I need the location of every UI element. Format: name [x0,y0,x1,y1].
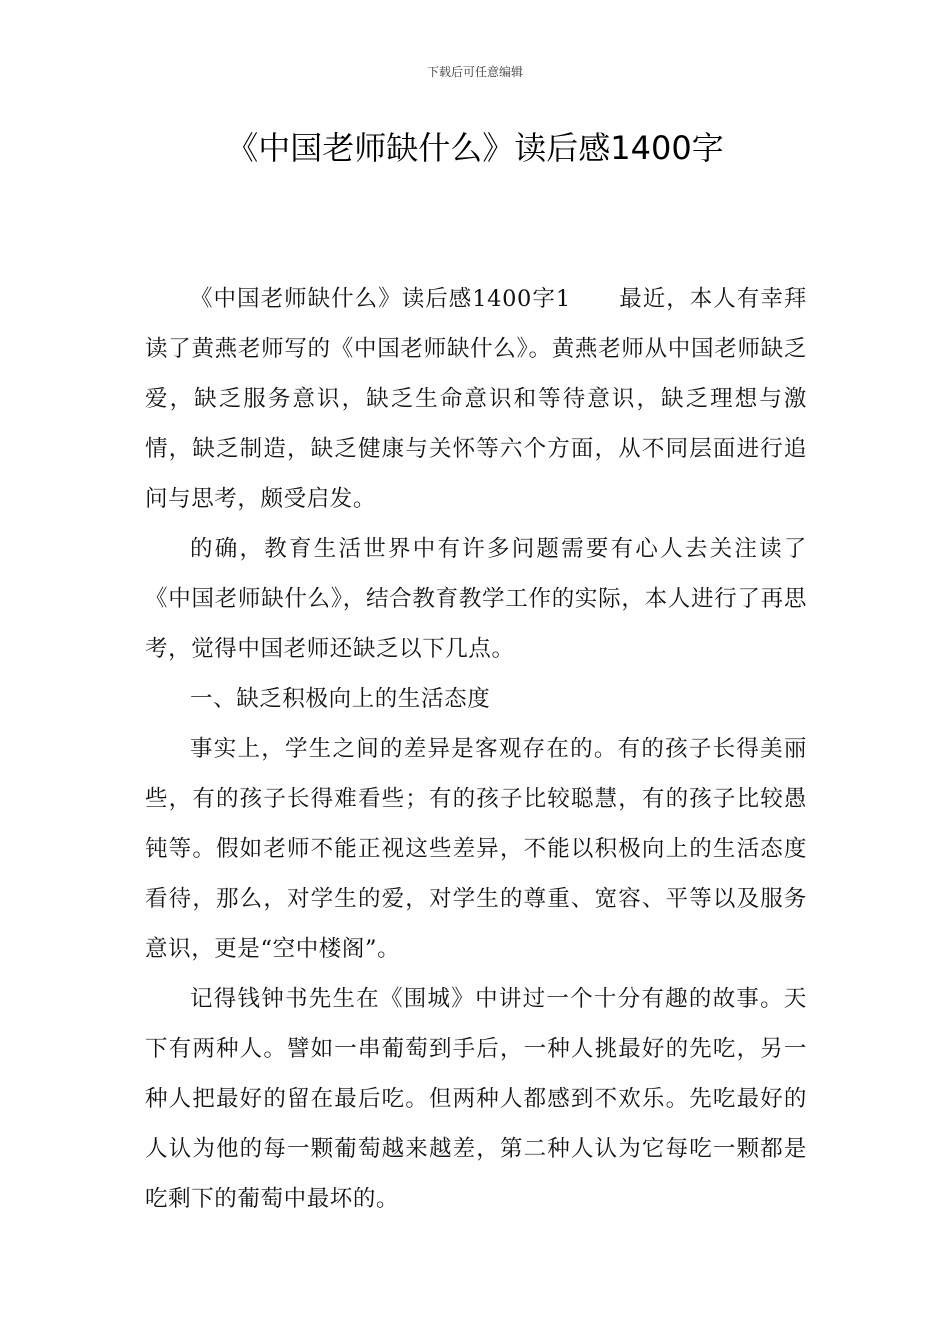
paragraph: 记得钱钟书先生在《围城》中讲过一个十分有趣的故事。天下有两种人。譬如一串葡萄到手后，一种人挑最好的先吃，另一种人把最好的留在最后吃。但两种人都感到不欢乐。先吃最好的人认为他的每一颗葡萄越来越差，第二种人认为它每吃一颗都是吃剩下的葡萄中最坏的。 [145,986,807,1212]
paragraph-intro [145,274,807,524]
paragraph: 的确，教育生活世界中有许多问题需要有心人去关注读了《中国老师缺什么》，结合教育教学工作的实际，本人进行了再思考，觉得中国老师还缺乏以下几点。 [145,536,807,662]
paragraph: 事实上，学生之间的差异是客观存在的。有的孩子长得美丽些，有的孩子长得难看些；有的孩子比较聪慧，有的孩子比较愚钝等。假如老师不能正视这些差异，不能以积极向上的生活态度看待，那么，对学生的爱，对学生的尊重、宽容、平等以及服务意识，更是“空中楼阁”。 [145,736,807,962]
paragraph-intro-text: 最近，本人有幸拜读了黄燕老师写的《中国老师缺什么》。黄燕老师从中国老师缺乏爱，缺乏服务意识，缺乏生命意识和等待意识，缺乏理想与激情，缺乏制造，缺乏健康与关怀等六个方面，从不同层面进行追问与思考，颇受启发。 [145,286,807,512]
document-title: 《中国老师缺什么》读后感1400字 [226,129,724,167]
section-heading: 一、缺乏积极向上的生活态度 [190,686,491,712]
document-body [145,274,807,1224]
page-header-note: 下载后可任意编辑 [426,65,523,79]
paragraph-intro-lead: 《中国老师缺什么》读后感1400字1 [190,286,571,312]
